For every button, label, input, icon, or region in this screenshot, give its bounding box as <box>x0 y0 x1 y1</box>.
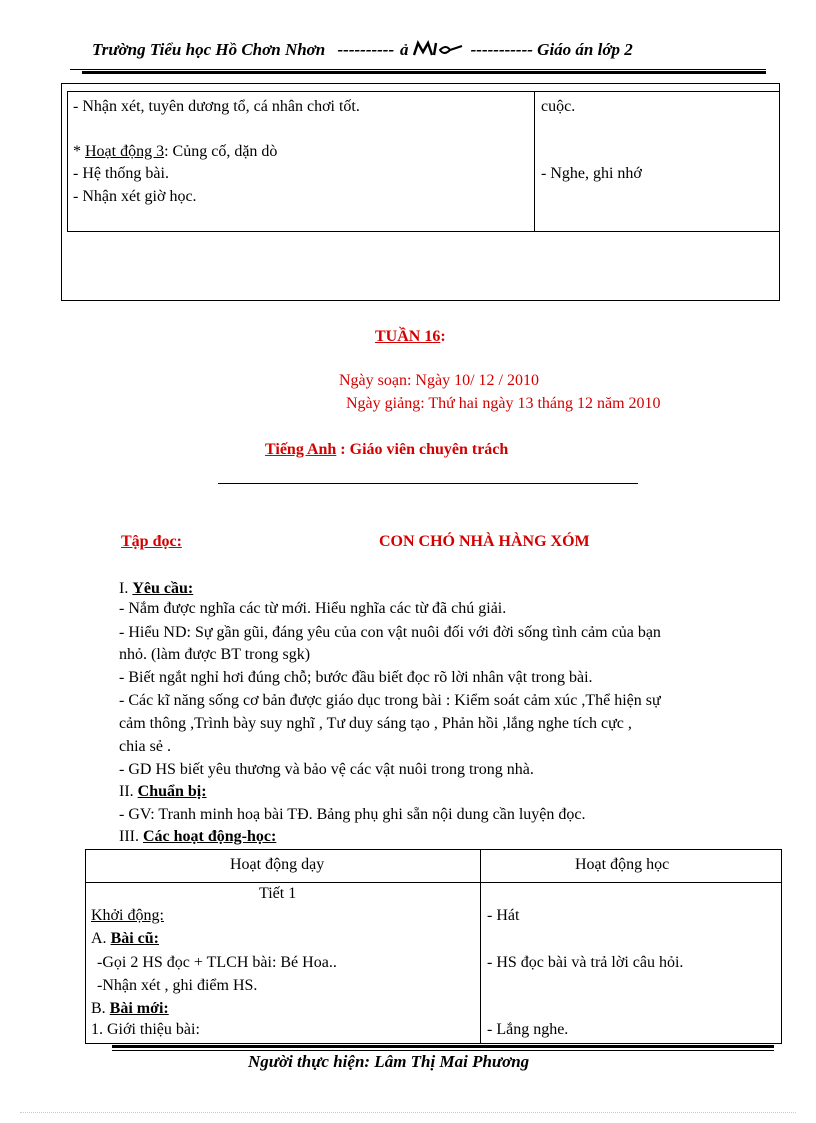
s1-line-3: nhỏ. (làm được BT trong sgk) <box>119 646 311 663</box>
date-taught: Ngày giảng: Thứ hai ngày 13 tháng 12 năm 2010 <box>346 395 661 412</box>
reading-label: Tập đọc: <box>121 533 182 550</box>
header-rule-thick <box>82 71 766 74</box>
grading-line: -Nhận xét , ghi điểm HS. <box>97 977 258 994</box>
activity-table <box>85 849 782 1044</box>
header-dashes-left: ---------- <box>337 40 395 59</box>
new-lesson-heading: B. Bài mới: <box>91 1000 169 1017</box>
s1-line-2: - Hiểu ND: Sự gần gũi, đáng yêu của con vật nuôi đối với đời sống tình cảm của bạn <box>119 624 661 641</box>
old-lesson-task: -Gọi 2 HS đọc + TLCH bài: Bé Hoa.. <box>97 954 337 971</box>
section-divider <box>218 483 638 484</box>
top-table-divider <box>534 91 535 231</box>
col-head-teach: Hoạt động dạy <box>230 856 325 873</box>
footer-author: Người thực hiện: Lâm Thị Mai Phương <box>248 1052 530 1071</box>
s1-line-6: cảm thông ,Trình bày suy nghĩ , Tư duy sáng tạo , Phản hồi ,lắng nghe tích cực , <box>119 715 632 732</box>
intro-line: 1. Giới thiệu bài: <box>91 1021 200 1038</box>
english-line: Tiếng Anh : Giáo viên chuyên trách <box>265 441 509 458</box>
old-lesson-response: - HS đọc bài và trả lời câu hỏi. <box>487 954 684 971</box>
section-1-heading: I. Yêu cầu: <box>119 580 194 597</box>
header-rule-thin <box>70 69 766 70</box>
warmup-response: - Hát <box>487 907 520 924</box>
s1-line-8: - GD HS biết yêu thương và bảo vệ các vật nuôi trong trong nhà. <box>119 761 534 778</box>
date-prepared: Ngày soạn: Ngày 10/ 12 / 2010 <box>339 372 539 389</box>
activity-table-header-rule <box>85 882 781 883</box>
s1-line-1: - Nắm được nghĩa các từ mới. Hiểu nghĩa các từ đã chú giải. <box>119 600 507 617</box>
s1-line-7: chia sẻ . <box>119 738 171 755</box>
logo-icon <box>400 40 464 58</box>
top-left-line-3: - Hệ thống bài. <box>73 165 169 182</box>
tiet-label: Tiết 1 <box>259 885 297 902</box>
old-lesson-heading: A. Bài cũ: <box>91 930 160 947</box>
top-left-line-4: - Nhận xét giờ học. <box>73 188 197 205</box>
english-label: Tiếng Anh <box>265 441 337 458</box>
s1-line-4: - Biết ngắt nghỉ hơi đúng chỗ; bước đầu biết đọc rõ lời nhân vật trong bài. <box>119 669 593 686</box>
s1-line-5: - Các kĩ năng sống cơ bản được giáo dục trong bài : Kiểm soát cảm xúc ,Thể hiện sự <box>119 692 661 709</box>
header-dashes-right: ----------- <box>470 40 533 59</box>
top-right-line-2: - Nghe, ghi nhớ <box>541 165 642 182</box>
intro-response: - Lắng nghe. <box>487 1021 569 1038</box>
top-right-line-1: cuộc. <box>541 98 576 115</box>
s2-line: - GV: Tranh minh hoạ bài TĐ. Bảng phụ ghi sẵn nội dung cần luyện đọc. <box>119 806 586 823</box>
section-3-heading: III. Các hoạt động-học: <box>119 828 277 845</box>
warmup-label: Khởi động: <box>91 907 164 924</box>
footer-rule-thick <box>112 1045 774 1048</box>
activity-table-divider <box>480 849 481 1043</box>
school-name: Trường Tiểu học Hồ Chơn Nhơn <box>92 40 326 59</box>
footer-rule-thin <box>112 1050 774 1051</box>
subject-label: Giáo án lớp 2 <box>537 40 633 59</box>
reading-title: CON CHÓ NHÀ HÀNG XÓM <box>379 533 590 550</box>
svg-text:ả: ả <box>400 40 409 58</box>
page-bottom-border <box>20 1112 796 1113</box>
top-left-line-1: - Nhận xét, tuyên dương tổ, cá nhân chơi tốt. <box>73 98 360 115</box>
section-2-heading: II. Chuẩn bị: <box>119 783 207 800</box>
activity-3-line: * Hoạt động 3: Củng cố, dặn dò <box>73 143 278 160</box>
page-header <box>92 40 633 60</box>
col-head-learn: Hoạt động học <box>575 856 670 873</box>
activity-3-label: Hoạt động 3 <box>85 143 165 160</box>
week-title: TUẦN 16: <box>375 328 446 345</box>
